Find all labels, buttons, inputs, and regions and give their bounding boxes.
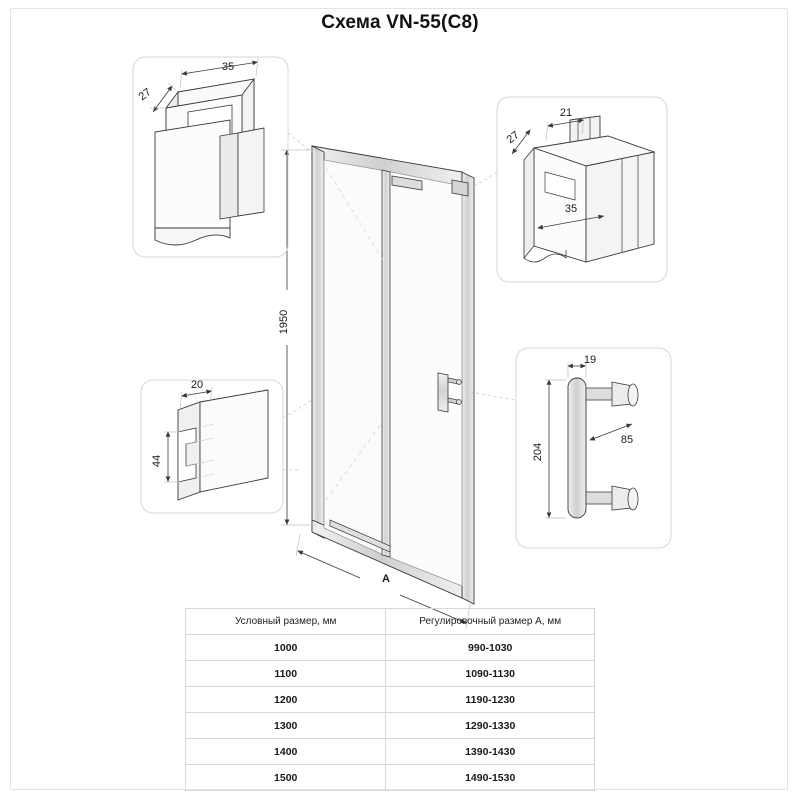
page-title: Схема VN-55(C8): [321, 12, 479, 33]
cell-adjust: 990-1030: [386, 635, 595, 661]
table-header-adjust: Регулировочный размер А, мм: [386, 609, 595, 635]
detail-top-right: [512, 116, 654, 262]
table-header-row: [186, 609, 595, 635]
dim-tr-w-label: 21: [559, 107, 573, 119]
table-row: [186, 739, 595, 765]
cell-adjust: 1290-1330: [386, 713, 595, 739]
dim-left-w-label: 20: [190, 379, 204, 391]
table-row: [186, 687, 595, 713]
dim-tl-d-label: 27: [136, 86, 154, 104]
detail-left: [164, 387, 268, 500]
dim-tr-b-label: 35: [564, 203, 578, 215]
cell-nominal: 1100: [186, 661, 386, 687]
size-table: [185, 608, 595, 791]
cell-nominal: 1000: [186, 635, 386, 661]
table-header-nominal: Условный размер, мм: [186, 609, 386, 635]
dim-width-label: A: [382, 573, 390, 585]
dim-handle-w-label: 19: [583, 354, 597, 366]
cell-nominal: 1400: [186, 739, 386, 765]
table-row: [186, 661, 595, 687]
table-row: [186, 713, 595, 739]
dim-tl-w-label: 35: [221, 61, 235, 73]
dim-tr-d-label: 27: [504, 129, 522, 147]
cell-nominal: 1200: [186, 687, 386, 713]
cell-adjust: 1090-1130: [386, 661, 595, 687]
dim-handle-d-label: 85: [620, 434, 634, 446]
dimension-height: [281, 150, 316, 525]
dim-height-label: 1950: [278, 309, 290, 335]
cell-nominal: 1500: [186, 765, 386, 791]
detail-top-left: [150, 58, 264, 245]
dim-left-h-label: 44: [151, 454, 163, 468]
cell-adjust: 1390-1430: [386, 739, 595, 765]
dim-handle-h-label: 204: [532, 442, 544, 462]
cell-nominal: 1300: [186, 713, 386, 739]
cell-adjust: 1490-1530: [386, 765, 595, 791]
cell-adjust: 1190-1230: [386, 687, 595, 713]
table-row: [186, 635, 595, 661]
table-row: [186, 765, 595, 791]
main-door-assembly: [312, 146, 474, 604]
